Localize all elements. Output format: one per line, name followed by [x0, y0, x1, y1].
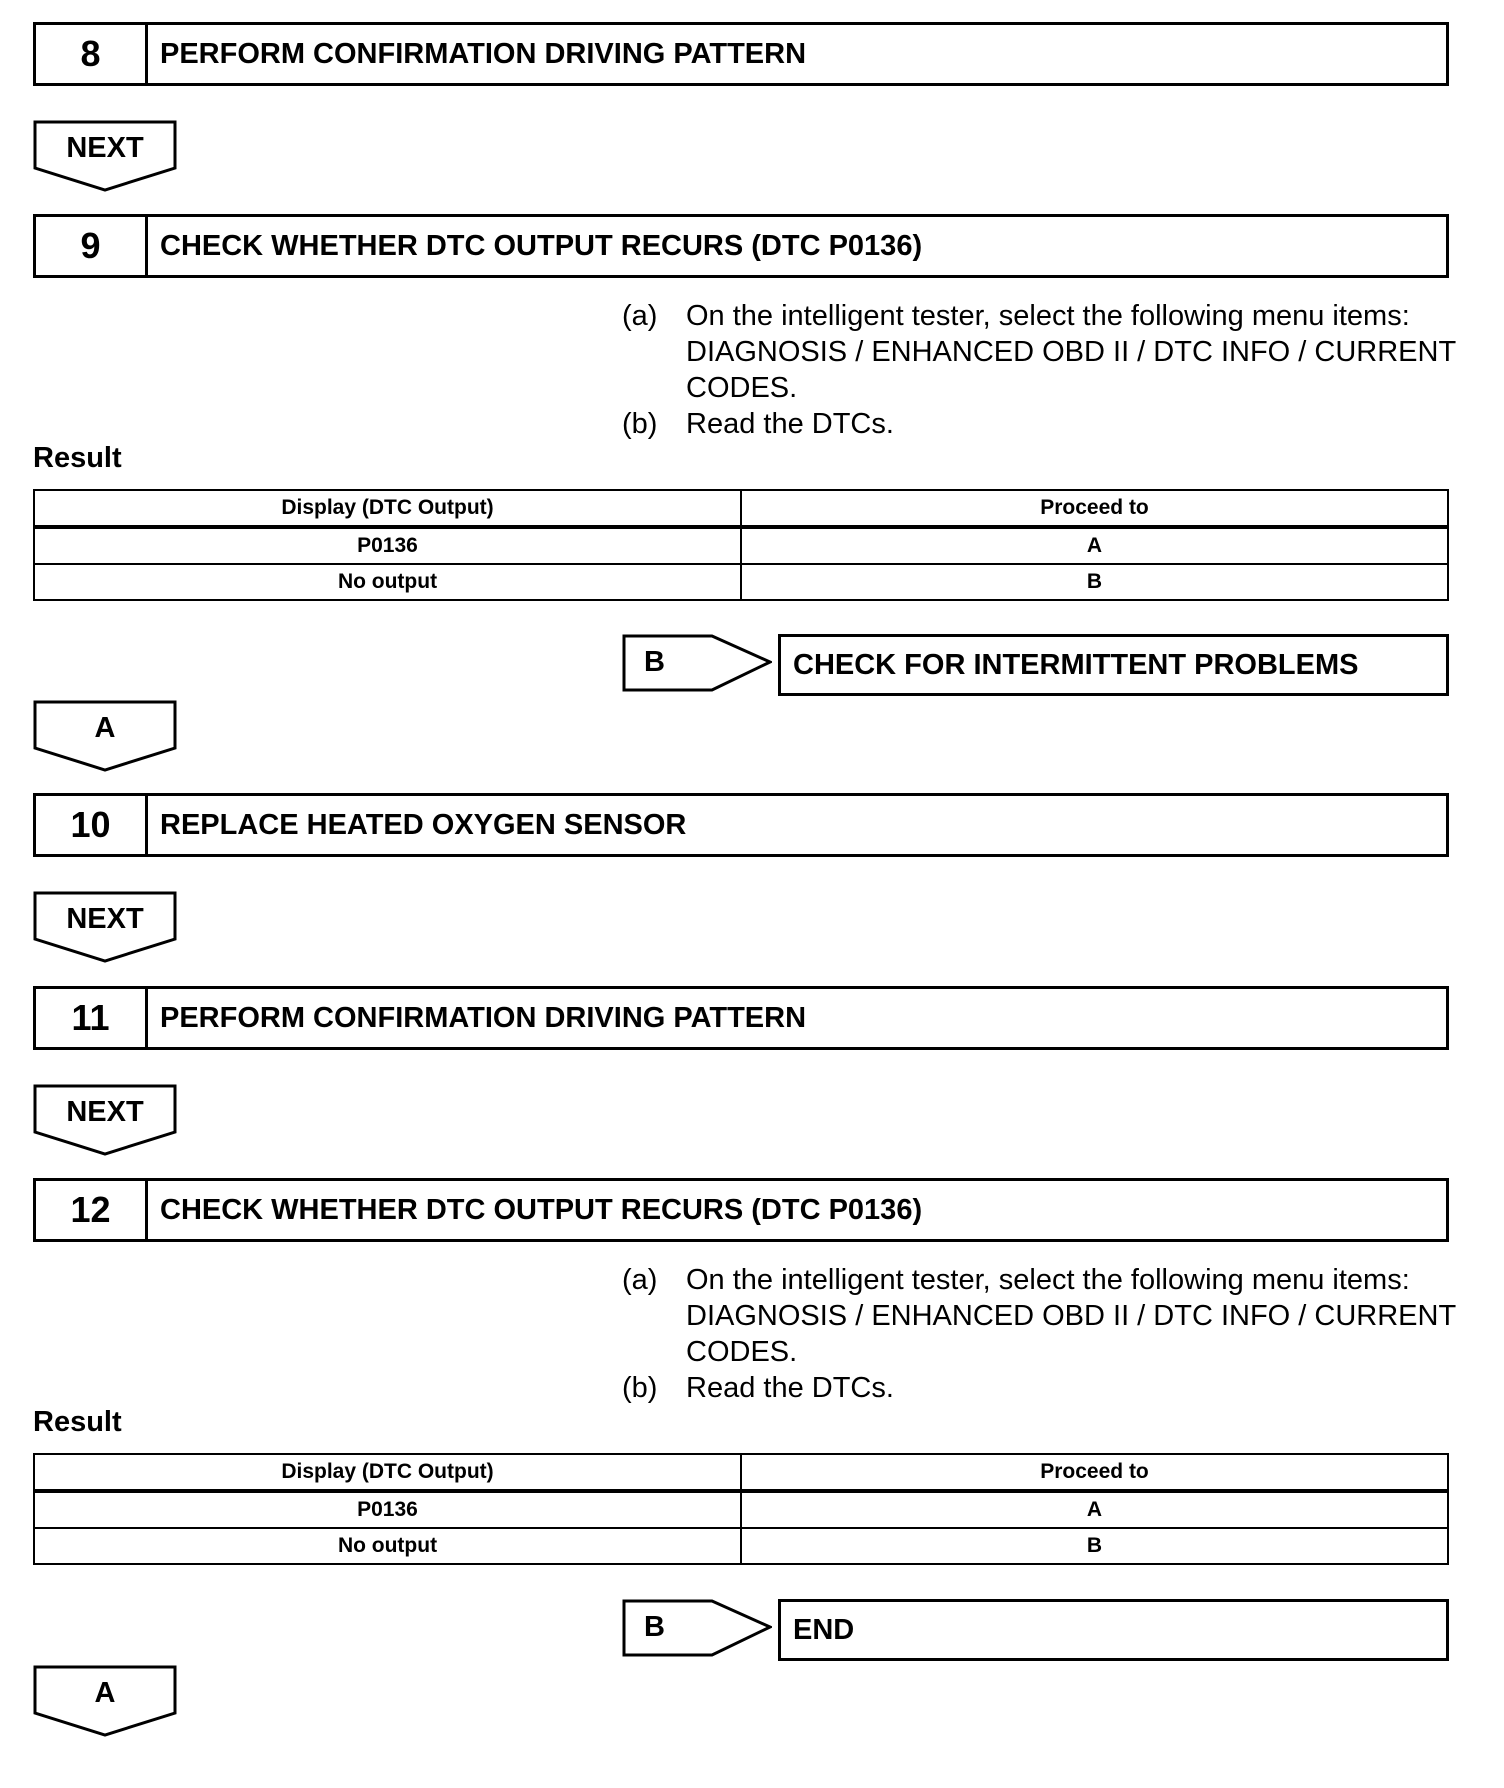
table-row — [34, 564, 1448, 600]
result-label: Result — [33, 1406, 122, 1438]
arrow-label: NEXT — [66, 1096, 144, 1128]
table-cell: P0136 — [34, 527, 741, 564]
branch-b-arrow — [622, 634, 772, 694]
branch-label: B — [644, 646, 665, 678]
step-number: 11 — [36, 989, 148, 1047]
table-row — [34, 1491, 1448, 1528]
step-9 — [33, 214, 1449, 278]
a-arrow — [33, 1665, 177, 1737]
branch-target: CHECK FOR INTERMITTENT PROBLEMS — [778, 634, 1449, 696]
step-number: 8 — [36, 25, 148, 83]
branch-label: B — [644, 1611, 665, 1643]
next-arrow — [33, 120, 177, 192]
table-cell: P0136 — [34, 1491, 741, 1528]
branch-target: END — [778, 1599, 1449, 1661]
table-cell: No output — [34, 1528, 741, 1564]
instruction-text: Read the DTCs. — [686, 408, 894, 440]
table-cell: B — [741, 1528, 1448, 1564]
instruction-text: On the intelligent tester, select the following menu items: DIAGNOSIS / ENHANCED OBD II / DTC INFO / CURRENT CODES. — [686, 1264, 1456, 1368]
table-cell: B — [741, 564, 1448, 600]
table-cell: A — [741, 527, 1448, 564]
instruction-text: Read the DTCs. — [686, 1372, 894, 1404]
result-label: Result — [33, 442, 122, 474]
step-10 — [33, 793, 1449, 857]
instructions-step-9 — [622, 298, 1462, 442]
table-header: Proceed to — [741, 490, 1448, 527]
a-arrow — [33, 700, 177, 772]
table-cell: No output — [34, 564, 741, 600]
instructions-step-12 — [622, 1262, 1462, 1406]
step-12 — [33, 1178, 1449, 1242]
step-number: 12 — [36, 1181, 148, 1239]
step-number: 9 — [36, 217, 148, 275]
instruction-key: (a) — [622, 1264, 658, 1296]
step-number: 10 — [36, 796, 148, 854]
instruction-key: (b) — [622, 408, 658, 440]
table-header: Display (DTC Output) — [34, 1454, 741, 1491]
table-row — [34, 527, 1448, 564]
step-8 — [33, 22, 1449, 86]
table-cell: A — [741, 1491, 1448, 1528]
step-11 — [33, 986, 1449, 1050]
arrow-label: NEXT — [66, 903, 144, 935]
step-title: CHECK WHETHER DTC OUTPUT RECURS (DTC P0136) — [160, 1193, 923, 1226]
step-title: PERFORM CONFIRMATION DRIVING PATTERN — [160, 37, 807, 70]
table-row — [34, 1528, 1448, 1564]
result-table — [33, 1453, 1449, 1565]
instruction-text: On the intelligent tester, select the following menu items: DIAGNOSIS / ENHANCED OBD II / DTC INFO / CURRENT CODES. — [686, 300, 1456, 404]
arrow-label: NEXT — [66, 132, 144, 164]
branch-b-arrow — [622, 1599, 772, 1659]
step-title: CHECK WHETHER DTC OUTPUT RECURS (DTC P0136) — [160, 229, 923, 262]
next-arrow — [33, 891, 177, 963]
table-header: Display (DTC Output) — [34, 490, 741, 527]
step-title: PERFORM CONFIRMATION DRIVING PATTERN — [160, 1001, 807, 1034]
step-title: REPLACE HEATED OXYGEN SENSOR — [160, 808, 687, 841]
arrow-label: A — [94, 1677, 116, 1709]
next-arrow — [33, 1084, 177, 1156]
table-header: Proceed to — [741, 1454, 1448, 1491]
instruction-key: (b) — [622, 1372, 658, 1404]
instruction-key: (a) — [622, 300, 658, 332]
result-table — [33, 489, 1449, 601]
arrow-label: A — [94, 712, 116, 744]
